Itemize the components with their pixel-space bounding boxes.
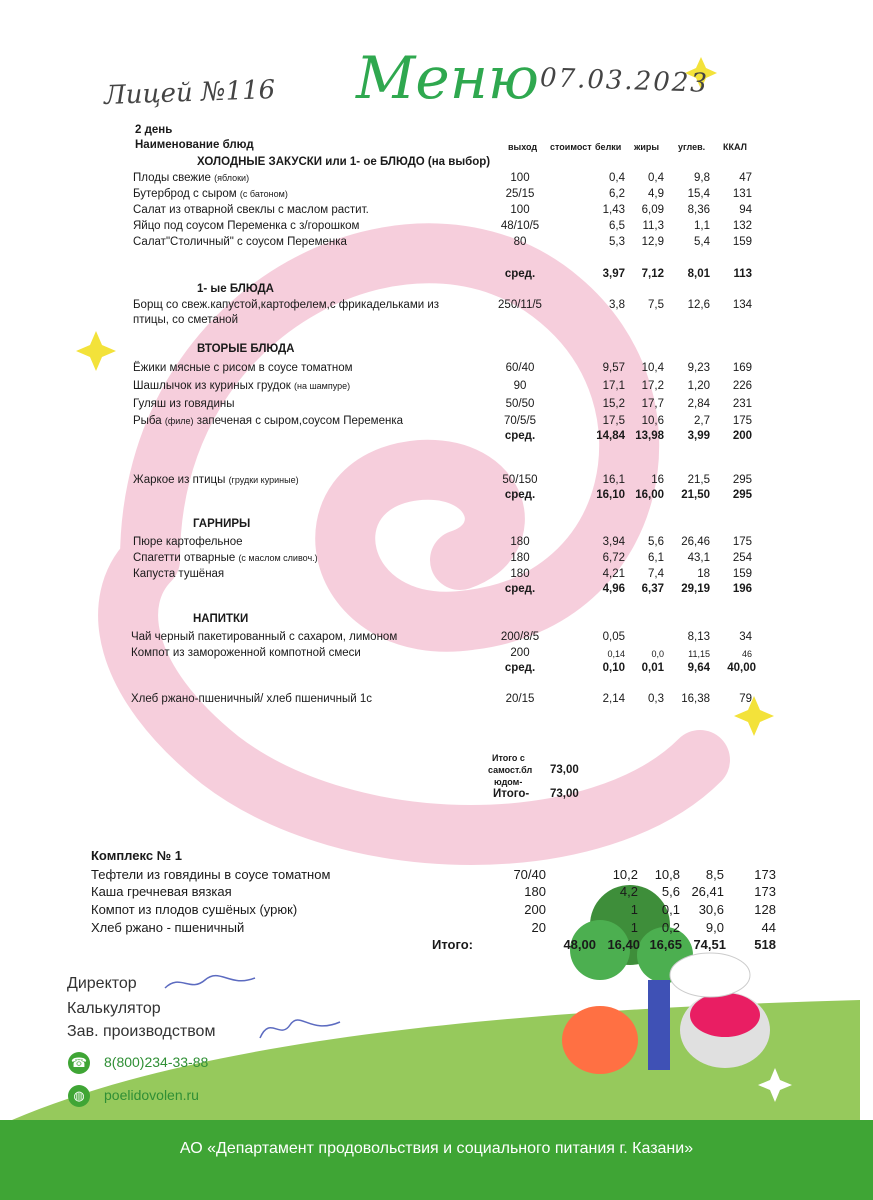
dish-kcal: 132: [732, 220, 752, 232]
dish-output: 100: [510, 204, 530, 216]
dish-name: Чай черный пакетированный с сахаром, лимоном: [131, 631, 398, 643]
complex-total-cost: 48,00: [563, 937, 596, 952]
dish-fat: 6,09: [641, 204, 664, 216]
dish-fat: 7,5: [648, 299, 664, 311]
section-garnish: ГАРНИРЫ: [193, 518, 251, 530]
col-carbs: углев.: [678, 142, 706, 152]
avg-fat: 7,12: [641, 268, 664, 280]
avg-label: сред.: [504, 583, 536, 595]
dish-name: Гуляш из говядины: [133, 398, 235, 410]
total-label-1: Итого с: [492, 753, 525, 763]
website-link[interactable]: poelidovolen.ru: [104, 1087, 199, 1103]
dish-kcal: 231: [732, 398, 752, 410]
complex-item-protein: 1: [630, 920, 638, 935]
complex-item-fat: 0,1: [661, 902, 680, 917]
dish-output: 25/15: [505, 188, 535, 200]
complex-item-kcal: 173: [754, 867, 776, 882]
production-signature: [255, 1010, 345, 1045]
dish-name: Рыба (филе) запеченая с сыром,соусом Переменка: [133, 415, 403, 427]
phone-number: 8(800)234-33-88: [104, 1054, 209, 1070]
dish-protein: 3,94: [602, 536, 625, 548]
dish-kcal: 34: [739, 631, 752, 643]
footer-org: АО «Департамент продовольствия и социального питания г. Казани»: [179, 1140, 694, 1157]
globe-icon: ◍: [68, 1085, 90, 1107]
dish-kcal: 169: [732, 362, 752, 374]
dish-carbs: 16,38: [681, 693, 710, 705]
section-cold: ХОЛОДНЫЕ ЗАКУСКИ или 1- ое БЛЮДО (на выбор): [197, 156, 491, 168]
dish-fat: 5,6: [648, 536, 664, 548]
dish-carbs: 5,4: [694, 236, 710, 248]
dish-output: 250/11/5: [498, 299, 542, 311]
avg-label: сред.: [504, 430, 536, 442]
avg-label: сред.: [504, 662, 536, 674]
dish-name: Бутерброд с сыром (с батоном): [133, 188, 288, 200]
avg-label: сред.: [504, 489, 536, 501]
col-name: Наименование блюд: [135, 139, 254, 151]
dish-kcal: 254: [732, 552, 752, 564]
handwritten-school: Лицей №116: [103, 75, 276, 111]
complex-item-fat: 0,2: [661, 920, 680, 935]
dish-protein: 2,14: [602, 693, 625, 705]
dish-carbs: 8,36: [687, 204, 710, 216]
dish-name: Салат"Столичный" с соусом Переменка: [133, 236, 347, 248]
avg-carbs: 9,64: [687, 662, 710, 674]
dish-output: 70/5/5: [504, 415, 536, 427]
complex-item-kcal: 128: [754, 902, 776, 917]
dish-name: Яйцо под соусом Переменка с з/горошком: [133, 220, 360, 232]
dish-name: Капуста тушёная: [133, 568, 225, 580]
dish-fat: 0,0: [651, 649, 664, 659]
col-protein: белки: [595, 142, 622, 152]
star-left: [76, 331, 116, 371]
dish-carbs: 2,7: [694, 415, 710, 427]
dish-output: 180: [510, 552, 530, 564]
complex-item-carbs: 26,41: [691, 884, 724, 899]
dish-protein: 17,1: [602, 380, 625, 392]
dish-protein: 6,72: [602, 552, 625, 564]
complex-item-output: 200: [524, 902, 546, 917]
dish-protein: 3,8: [609, 299, 625, 311]
calculator-label: Калькулятор: [67, 1000, 161, 1017]
dish-fat: 0,3: [648, 693, 664, 705]
dish-kcal: 175: [732, 536, 752, 548]
dish-fat: 7,4: [648, 568, 664, 580]
complex-item-name: Хлеб ржано - пшеничный: [91, 920, 245, 935]
dish-carbs: 15,4: [687, 188, 710, 200]
total-label-1c: юдом-: [494, 777, 523, 787]
complex-title: Комплекс № 1: [91, 848, 182, 863]
dish-output: 80: [513, 236, 527, 248]
phone-icon: ☎: [68, 1052, 90, 1074]
dish-fat: 12,9: [641, 236, 664, 248]
dish-kcal: 46: [741, 649, 752, 659]
avg-fat: 0,01: [641, 662, 664, 674]
dish-name: Ёжики мясные с рисом в соусе томатном: [133, 362, 353, 374]
dish-carbs: 9,23: [687, 362, 710, 374]
dish-name: Салат из отварной свеклы с маслом растит.: [133, 204, 369, 216]
dish-name: Пюре картофельное: [133, 536, 243, 548]
dish-kcal: 94: [739, 204, 752, 216]
dish-fat: 10,4: [641, 362, 664, 374]
complex-total-carbs: 74,51: [693, 937, 726, 952]
dish-output: 100: [510, 172, 530, 184]
dish-carbs: 9,8: [694, 172, 710, 184]
avg-protein: 14,84: [596, 430, 625, 442]
avg-protein: 3,97: [602, 268, 625, 280]
dish-output: 90: [513, 380, 527, 392]
dish-carbs: 1,20: [687, 380, 710, 392]
dish-protein: 1,43: [602, 204, 625, 216]
dish-output: 200: [510, 647, 530, 659]
dish-output: 200/8/5: [500, 631, 540, 643]
dish-kcal: 134: [732, 299, 752, 311]
total-label-2: Итого-: [493, 788, 530, 800]
dish-protein: 17,5: [602, 415, 625, 427]
dish-name: Шашлычок из куриных грудок (на шампуре): [133, 380, 351, 392]
dish-fat: 10,6: [641, 415, 664, 427]
dish-protein: 6,5: [609, 220, 625, 232]
complex-total-protein: 16,40: [607, 937, 640, 952]
avg-kcal: 200: [732, 430, 752, 442]
dish-output: 20/15: [505, 693, 535, 705]
complex-item-protein: 1: [630, 902, 638, 917]
director-label: Директор: [67, 975, 137, 992]
dish-carbs: 12,6: [687, 299, 710, 311]
avg-kcal: 113: [733, 268, 752, 280]
dish-carbs: 8,13: [687, 631, 710, 643]
dish-carbs: 1,1: [694, 220, 710, 232]
complex-item-carbs: 9,0: [705, 920, 724, 935]
dish-name: Спагетти отварные (с маслом сливоч.): [133, 552, 318, 564]
complex-item-output: 70/40: [513, 867, 546, 882]
page-title: Меню: [356, 44, 539, 112]
complex-item-protein: 4,2: [619, 884, 638, 899]
complex-item-carbs: 8,5: [705, 867, 724, 882]
dish-output: 50/50: [505, 398, 535, 410]
complex-item-kcal: 173: [754, 884, 776, 899]
dish-kcal: 159: [732, 568, 752, 580]
complex-item-protein: 10,2: [612, 867, 638, 882]
avg-carbs: 21,50: [681, 489, 710, 501]
complex-total-fat: 16,65: [649, 937, 682, 952]
section-first: 1- ые БЛЮДА: [197, 283, 274, 295]
avg-protein: 0,10: [602, 662, 625, 674]
complex-item-fat: 10,8: [654, 867, 680, 882]
dish-name: Борщ со свеж.капустой,картофелем,с фрикадельками из: [133, 299, 440, 311]
dish-carbs: 2,84: [687, 398, 710, 410]
avg-kcal: 196: [732, 583, 752, 595]
dish-output: 180: [510, 568, 530, 580]
section-second: ВТОРЫЕ БЛЮДА: [197, 343, 295, 355]
total-value-2: 73,00: [550, 788, 579, 800]
avg-fat: 6,37: [641, 583, 664, 595]
complex-item-output: 180: [524, 884, 546, 899]
dish-name: Компот из замороженной компотной смеси: [131, 647, 361, 659]
section-drinks: НАПИТКИ: [193, 613, 249, 625]
dish-protein: 0,14: [607, 649, 625, 659]
dish-output: 48/10/5: [500, 220, 540, 232]
dish-fat: 17,2: [641, 380, 664, 392]
dish-output: 60/40: [505, 362, 535, 374]
dish-fat: 11,3: [642, 220, 664, 232]
avg-kcal: 40,00: [727, 662, 756, 674]
dish-protein: 9,57: [602, 362, 625, 374]
dish-name: Хлеб ржано-пшеничный/ хлеб пшеничный 1с: [131, 693, 373, 705]
dish-kcal: 79: [739, 693, 752, 705]
dish-protein: 5,3: [609, 236, 625, 248]
dish-carbs: 43,1: [687, 552, 710, 564]
dish-fat: 17,7: [641, 398, 664, 410]
dish-kcal: 159: [732, 236, 752, 248]
total-label-1b: самост.бл: [488, 765, 533, 775]
dish-kcal: 175: [732, 415, 752, 427]
dish-kcal: 47: [739, 172, 752, 184]
col-fat: жиры: [634, 142, 660, 152]
avg-protein: 16,10: [596, 489, 625, 501]
col-output: выход: [508, 142, 538, 152]
dish-protein: 16,1: [602, 474, 625, 486]
avg-fat: 13,98: [635, 430, 664, 442]
col-cost: стоимост: [550, 142, 592, 152]
complex-item-name: Каша гречневая вязкая: [91, 884, 232, 899]
dish-fat: 0,4: [648, 172, 664, 184]
dish-fat: 6,1: [648, 552, 664, 564]
dish-protein: 0,4: [609, 172, 625, 184]
dish-carbs: 26,46: [681, 536, 710, 548]
day-label: 2 день: [135, 124, 173, 136]
complex-total-kcal: 518: [754, 937, 776, 952]
col-kcal: ККАЛ: [723, 142, 747, 152]
avg-protein: 4,96: [602, 583, 625, 595]
complex-item-carbs: 30,6: [698, 902, 724, 917]
handwritten-date: 07.03.2023: [539, 63, 710, 99]
complex-item-fat: 5,6: [661, 884, 680, 899]
avg-carbs: 29,19: [681, 583, 710, 595]
dish-protein: 6,2: [609, 188, 625, 200]
avg-carbs: 8,01: [687, 268, 710, 280]
avg-fat: 16,00: [635, 489, 664, 501]
production-label: Зав. производством: [67, 1023, 216, 1040]
complex-total-label: Итого:: [432, 937, 473, 952]
dish-name-cont: птицы, со сметаной: [133, 314, 239, 326]
dish-kcal: 295: [732, 474, 752, 486]
dish-output: 50/150: [502, 474, 538, 486]
dish-fat: 16: [651, 474, 664, 486]
dish-protein: 4,21: [602, 568, 625, 580]
total-value-1: 73,00: [550, 764, 579, 776]
dish-fat: 4,9: [648, 188, 664, 200]
complex-item-name: Компот из плодов сушёных (урюк): [91, 902, 298, 917]
dish-name: Жаркое из птицы (грудки куриные): [133, 474, 299, 486]
complex-item-output: 20: [531, 920, 546, 935]
avg-label: сред.: [504, 268, 536, 280]
dish-protein: 15,2: [602, 398, 625, 410]
dish-protein: 0,05: [602, 631, 625, 643]
avg-carbs: 3,99: [687, 430, 710, 442]
complex-item-kcal: 44: [761, 920, 776, 935]
dish-name: Плоды свежие (яблоки): [133, 172, 250, 184]
dish-carbs: 21,5: [687, 474, 710, 486]
footer-band: [0, 1120, 873, 1200]
dish-kcal: 131: [732, 188, 752, 200]
dish-kcal: 226: [732, 380, 752, 392]
avg-kcal: 295: [732, 489, 752, 501]
director-signature: [160, 968, 260, 996]
complex-item-name: Тефтели из говядины в соусе томатном: [91, 867, 331, 882]
dish-output: 180: [510, 536, 530, 548]
dish-carbs: 11,15: [688, 649, 710, 659]
dish-carbs: 18: [697, 568, 710, 580]
